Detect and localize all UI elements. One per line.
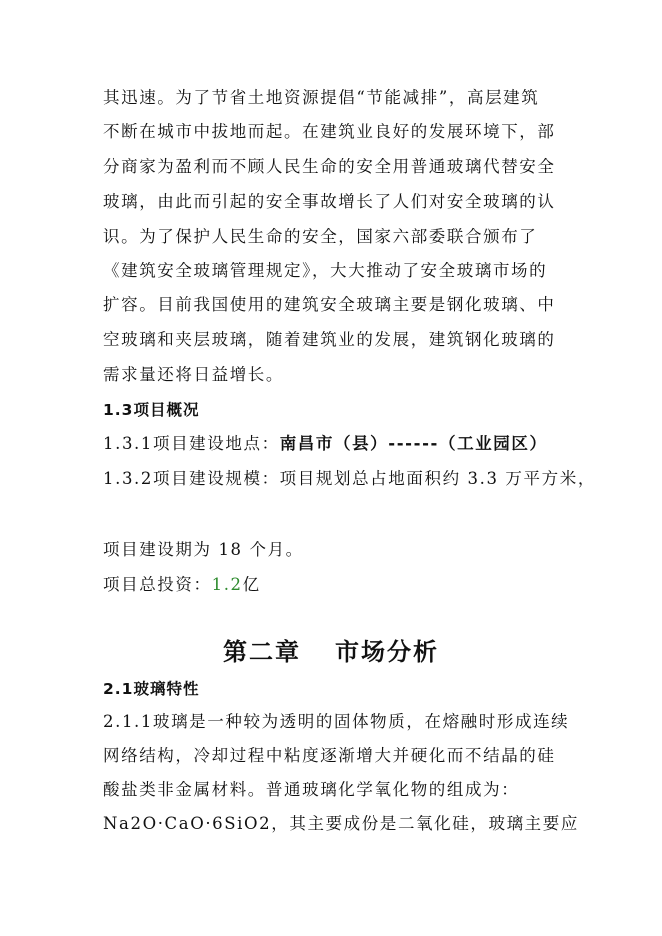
project-investment	[103, 575, 261, 595]
investment-label: 项目总投资：	[103, 575, 212, 594]
paragraph-line: 需求量还将日益增长。	[103, 365, 284, 384]
paragraph-line: 其迅速。为了节省土地资源提倡“节能减排”，高层建筑	[103, 88, 540, 107]
project-scale: 1.3.2项目建设规模：项目规划总占地面积约 3.3 万平方米，	[103, 469, 596, 488]
project-period: 项目建设期为 18 个月。	[103, 540, 304, 559]
chapter-name: 市场分析	[335, 638, 439, 666]
paragraph-line: 识。为了保护人民生命的安全，国家六部委联合颁布了	[103, 227, 538, 246]
paragraph-line: 《建筑安全玻璃管理规定》，大大推动了安全玻璃市场的	[103, 261, 548, 280]
paragraph-line: 分商家为盈利而不顾人民生命的安全用普通玻璃代替安全	[103, 157, 556, 176]
paragraph-line: 扩容。目前我国使用的建筑安全玻璃主要是钢化玻璃、中	[103, 295, 556, 314]
paragraph-line: 空玻璃和夹层玻璃，随着建筑业的发展，建筑钢化玻璃的	[103, 330, 556, 349]
paragraph-line: 玻璃，由此而引起的安全事故增长了人们对安全玻璃的认	[103, 192, 556, 211]
project-location-value: 南昌市（县）------（工业园区）	[279, 434, 548, 453]
investment-value: 1.2	[211, 575, 243, 594]
paragraph-line: 网络结构，冷却过程中粘度逐渐增大并硬化而不结晶的硅	[103, 746, 556, 765]
investment-unit: 亿	[242, 575, 261, 594]
section-heading-2-1: 2.1玻璃特性	[103, 680, 200, 698]
chapter-title	[0, 637, 662, 667]
paragraph-line: 不断在城市中拔地而起。在建筑业良好的发展环境下，部	[103, 122, 556, 141]
project-location-label: 1.3.1项目建设地点：	[103, 434, 280, 453]
project-location	[103, 434, 548, 454]
chapter-number: 第二章	[223, 638, 301, 666]
paragraph-line: 酸盐类非金属材料。普通玻璃化学氧化物的组成为：	[103, 780, 520, 799]
paragraph-line: Na2O·CaO·6SiO2，其主要成份是二氧化硅，玻璃主要应	[103, 814, 579, 833]
paragraph-line: 2.1.1玻璃是一种较为透明的固体物质，在熔融时形成连续	[103, 712, 570, 731]
section-heading-1-3: 1.3项目概况	[103, 401, 200, 419]
